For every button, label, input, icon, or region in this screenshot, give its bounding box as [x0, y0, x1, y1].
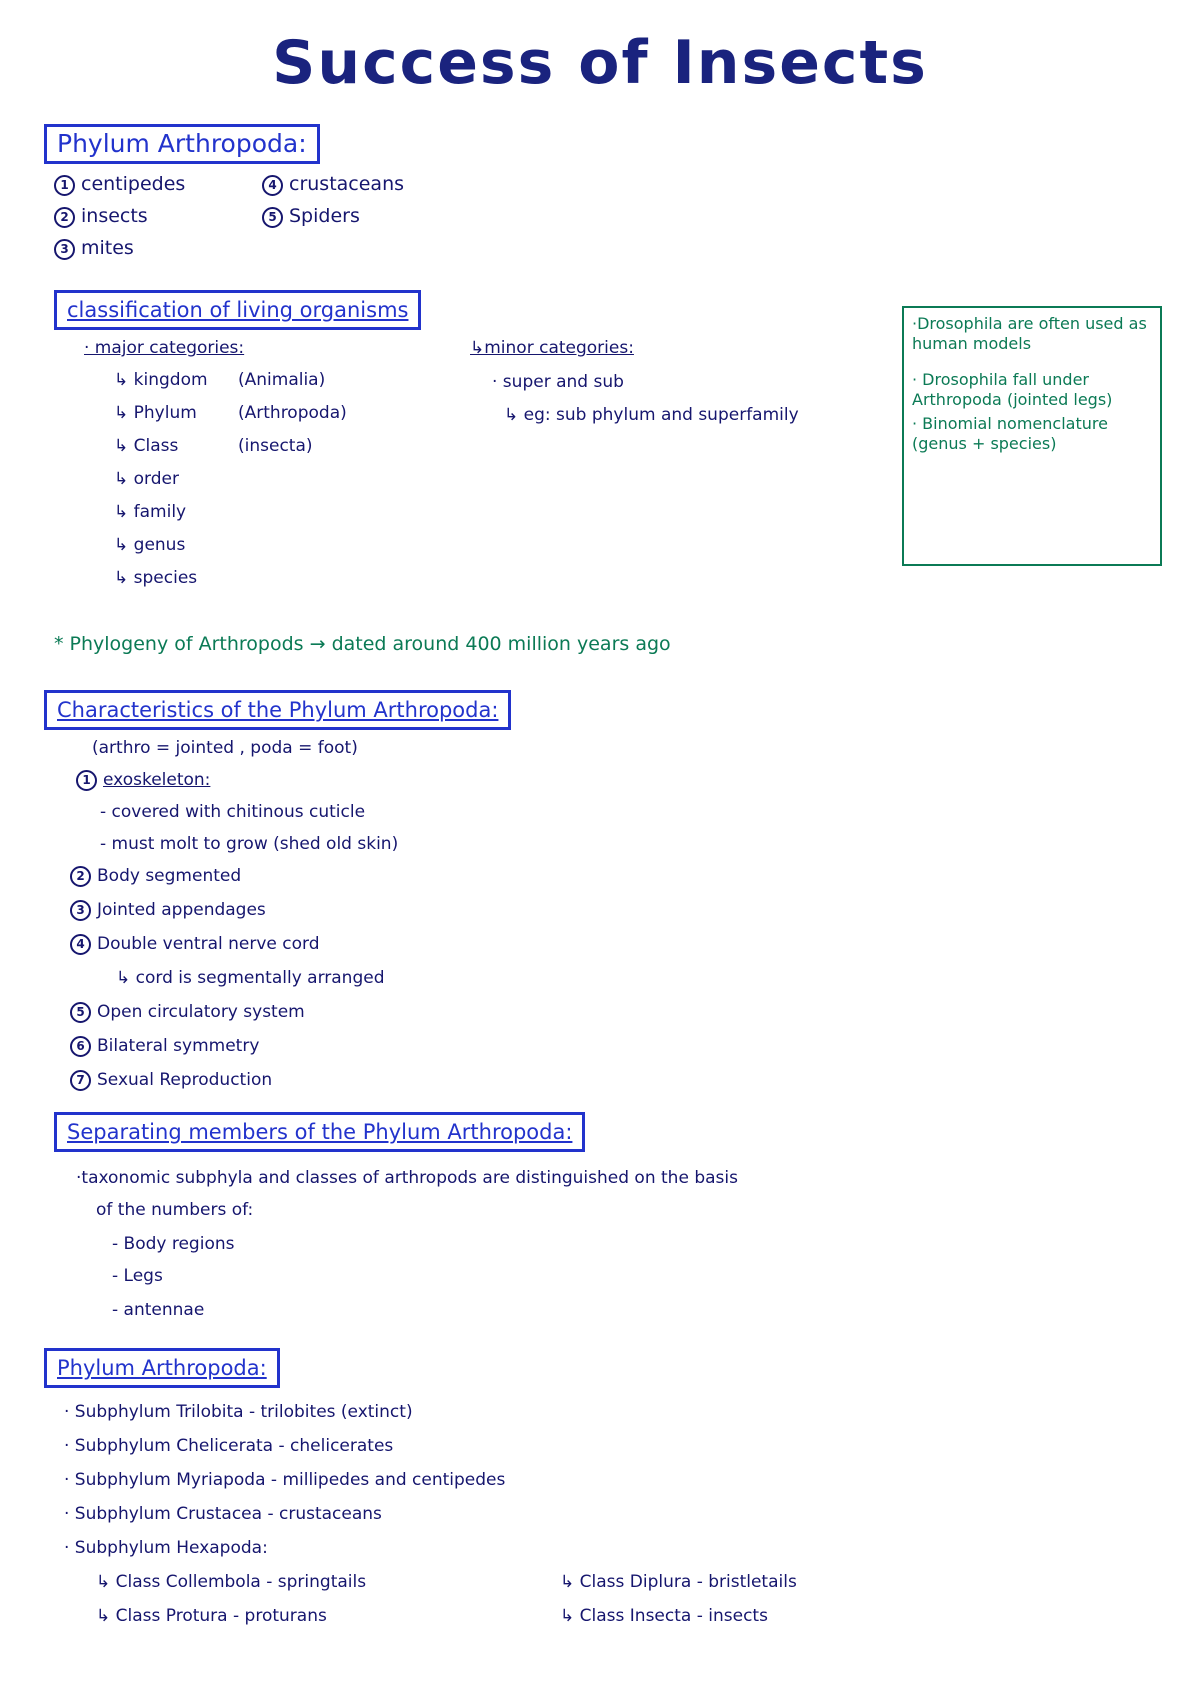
- list-item: [70, 1000, 305, 1024]
- item-label: exoskeleton:: [103, 770, 211, 790]
- number-badge: 1: [76, 770, 97, 791]
- item-label: insects: [81, 205, 148, 227]
- class-item: ↳ Class Insecta - insects: [560, 1606, 768, 1626]
- item-label: Double ventral nerve cord: [97, 934, 320, 954]
- number-badge: 5: [70, 1002, 91, 1023]
- item-label: crustaceans: [289, 173, 405, 195]
- rank-label: ↳ Class: [114, 436, 179, 456]
- number-badge: 6: [70, 1036, 91, 1057]
- rank-example: (Arthropoda): [238, 403, 347, 423]
- sub-point: - antennae: [112, 1300, 205, 1320]
- item-label: Open circulatory system: [97, 1002, 305, 1022]
- minor-line: · super and sub: [492, 372, 624, 392]
- rank-label: ↳ species: [114, 568, 198, 588]
- page-title: Success of Insects: [272, 28, 928, 98]
- number-badge: 5: [262, 207, 283, 228]
- sub-point: - must molt to grow (shed old skin): [100, 834, 399, 854]
- rank-label: ↳ genus: [114, 535, 186, 555]
- major-categories-label: · major categories:: [84, 338, 245, 358]
- rank-label: ↳ family: [114, 502, 187, 522]
- characteristics-heading: Characteristics of the Phylum Arthropoda:: [44, 690, 511, 730]
- number-badge: 3: [54, 239, 75, 260]
- classification-heading: classification of living organisms: [54, 290, 421, 330]
- list-item: [262, 172, 404, 196]
- item-label: centipedes: [81, 173, 186, 195]
- minor-line: ↳ eg: sub phylum and superfamily: [504, 405, 799, 425]
- sub-point: - covered with chitinous cuticle: [100, 802, 366, 822]
- number-badge: 1: [54, 175, 75, 196]
- list-item: [70, 932, 320, 956]
- subphylum-item: · Subphylum Crustacea - crustaceans: [64, 1504, 382, 1524]
- number-badge: 3: [70, 900, 91, 921]
- side-note: · Binomial nomenclature (genus + species): [912, 414, 1108, 453]
- rank-label: ↳ kingdom: [114, 370, 208, 390]
- item-label: Sexual Reproduction: [97, 1070, 273, 1090]
- class-item: ↳ Class Diplura - bristletails: [560, 1572, 797, 1592]
- subphyla-heading: Phylum Arthropoda:: [44, 1348, 280, 1388]
- item-label: Bilateral symmetry: [97, 1036, 260, 1056]
- sub-point: - Body regions: [112, 1234, 235, 1254]
- rank-label: ↳ Phylum: [114, 403, 197, 423]
- sub-point: - Legs: [112, 1266, 163, 1286]
- separating-text: ·taxonomic subphyla and classes of arthropods are distinguished on the basis: [76, 1168, 738, 1188]
- phylogeny-note: * Phylogeny of Arthropods → dated around 400 million years ago: [54, 633, 671, 655]
- number-badge: 4: [262, 175, 283, 196]
- item-label: Body segmented: [97, 866, 242, 886]
- item-label: mites: [81, 237, 134, 259]
- list-item: [76, 768, 210, 792]
- sub-point: ↳ cord is segmentally arranged: [116, 968, 385, 988]
- rank-example: (insecta): [238, 436, 313, 456]
- number-badge: 4: [70, 934, 91, 955]
- list-item: [54, 172, 185, 196]
- list-item: [54, 236, 134, 260]
- item-label: Spiders: [289, 205, 360, 227]
- side-note: · Drosophila fall under Arthropoda (jointed legs): [912, 370, 1113, 409]
- list-item: [262, 204, 360, 228]
- subphylum-item: · Subphylum Myriapoda - millipedes and centipedes: [64, 1470, 506, 1490]
- rank-label: ↳ order: [114, 469, 179, 489]
- subphylum-item: · Subphylum Chelicerata - chelicerates: [64, 1436, 394, 1456]
- class-item: ↳ Class Collembola - springtails: [96, 1572, 367, 1592]
- etymology: (arthro = jointed , poda = foot): [92, 738, 358, 758]
- list-item: [54, 204, 148, 228]
- separating-heading: Separating members of the Phylum Arthropoda:: [54, 1112, 585, 1152]
- class-item: ↳ Class Protura - proturans: [96, 1606, 327, 1626]
- side-note: ·Drosophila are often used as human models: [912, 314, 1147, 353]
- number-badge: 2: [70, 866, 91, 887]
- number-badge: 2: [54, 207, 75, 228]
- subphylum-item: · Subphylum Hexapoda:: [64, 1538, 268, 1558]
- separating-text: of the numbers of:: [96, 1200, 254, 1220]
- list-item: [70, 1068, 272, 1092]
- list-item: [70, 1034, 259, 1058]
- rank-example: (Animalia): [238, 370, 326, 390]
- list-item: [70, 898, 266, 922]
- subphylum-item: · Subphylum Trilobita - trilobites (extinct): [64, 1402, 413, 1422]
- number-badge: 7: [70, 1070, 91, 1091]
- phylum-heading: Phylum Arthropoda:: [44, 124, 320, 164]
- minor-categories-label: ↳minor categories:: [470, 338, 634, 358]
- item-label: Jointed appendages: [97, 900, 266, 920]
- list-item: [70, 864, 241, 888]
